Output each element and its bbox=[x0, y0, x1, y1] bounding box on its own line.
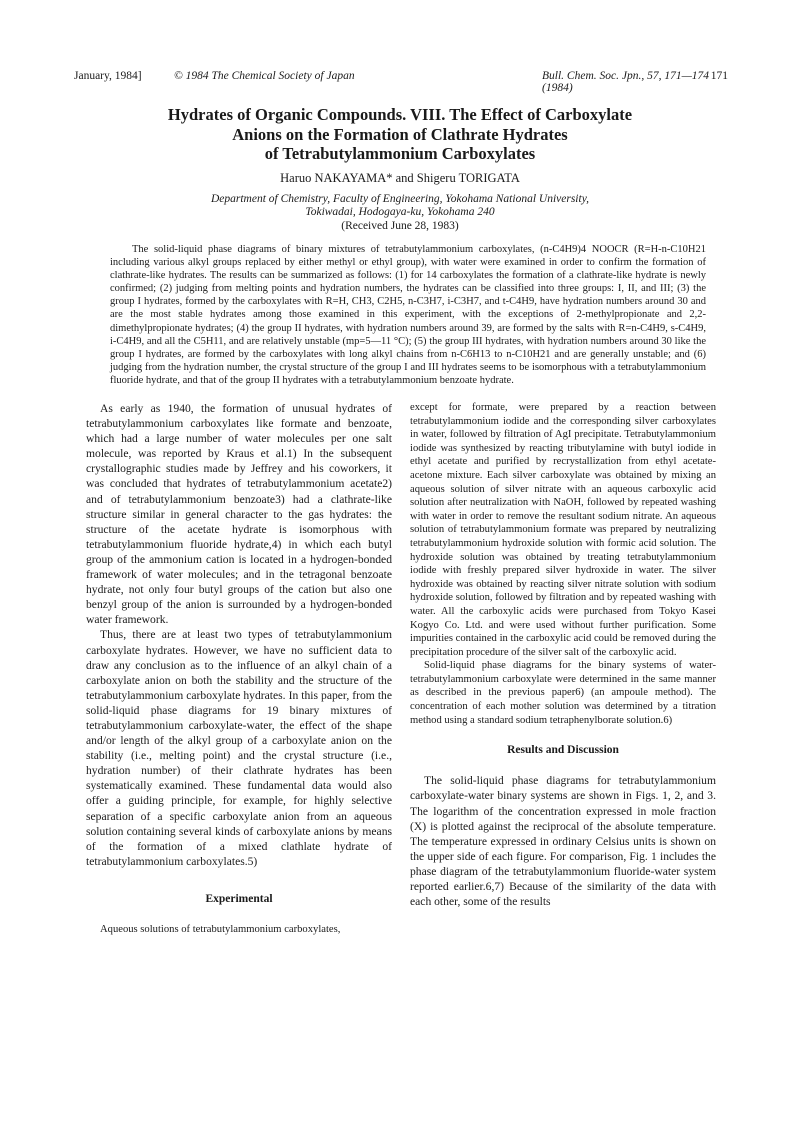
affiliation-line: Tokiwadai, Hodogaya-ku, Yokohama 240 bbox=[305, 206, 495, 218]
experimental-paragraph: Solid-liquid phase diagrams for the binary systems of water-tetrabutylammonium carboxylate were determined in the same manner as described in the previous paper6) (an ampoule method). The concentration of each mother solution was determined by a titration method using a standard sodium tetraphenylborate solution.6) bbox=[410, 660, 716, 726]
title-line: of Tetrabutylammonium Carboxylates bbox=[264, 144, 536, 163]
title-line: Anions on the Formation of Clathrate Hydrates bbox=[232, 124, 568, 144]
section-heading-results: Results and Discussion bbox=[507, 744, 619, 757]
right-column bbox=[410, 401, 716, 909]
experimental-paragraph: Aqueous solutions of tetrabutylammonium carboxylates, bbox=[100, 924, 341, 935]
issue-date: January, 1984] bbox=[74, 70, 142, 82]
copyright-notice: © 1984 The Chemical Society of Japan bbox=[174, 70, 355, 82]
experimental-paragraph: except for formate, were prepared by a reaction between tetrabutylammonium iodide and the corresponding silver carboxylates in water, followed by filtration of AgI precipitate. Tetrabutylammonium iodide was synthesized by reacting tributylamine with butyl iodide in ethyl acetate and purified by recrystallization from ethyl acetate-acetone mixture. Each silver carboxylate was obtained by mixing an aqueous solution of silver nitrate with an aqueous carboxylic acid solution after neutralization with NaOH, followed by repeated washing with water in order to remove the resultant sodium nitrate. An aqueous solution of tetrabutylammonium formate was prepared by neutralizing tetrabutylammonium hydroxide solution with formic acid solution. The hydroxide solution was obtained by treating tetrabutylammonium iodide with freshly prepared silver hydroxide in water. The silver hydroxide was obtained by reacting silver nitrate solution with sodium hydroxide solution, followed by filtration and by repeated washing with water. All the carboxylic acids were purchased from Tokyo Kasei Kogyo Co. Ltd. and were used without further purification. Some impurities contained in the carboxylic acid could be removed during the precipitation procedure of the silver salt of the carboxylic acid. bbox=[410, 402, 716, 658]
intro-paragraph: Thus, there are at least two types of tetrabutylammonium carboxylate hydrates. However, we have no sufficient data to draw any conclusion as to the influence of an alkyl chain of a carboxylate anion on both the stability and the structure of the tetrabutylammonium carboxylate hydrates. In this paper, from the solid-liquid phase diagrams for 19 binary mixtures of tetrabutylammonium carboxylate-water, the effect of the shape and/or length of the alkyl group of a carboxylate anion on the stability (i.e., melting point) and the crystal structure (i.e., hydration number) of their clathrate hydrates has been systematically examined. These fundamental data would also offer a guiding principle, for example, for highly selective separation of a specific carboxylate anion from an aqueous solution containing several kinds of carboxylate anions by means of the formation of a mixed clathlate hydrate of tetrabutylammonium carboxylates.5) bbox=[86, 628, 392, 868]
intro-paragraph: As early as 1940, the formation of unusual hydrates of tetrabutylammonium carboxylates like formate and benzoate, which had a large number of water molecules per one salt molecule, was reported by Kraus et al.1) In the subsequent crystallographic studies made by Jeffrey and his coworkers, it was concluded that hydrates of tetrabutylammonium acetate2) and of tetrabutylammonium benzoate3) had a clathrate-like structure similar in general character to the gas hydrates: the structure of the acetate hydrate is isomorphous with tetrabutylammonium fluoride hydrate,4) in which each butyl group of the ammonium cation is located in a hydrogen-bonded framework of water molecules; and in the tetragonal benzoate hydrate, not only four butyl groups of the cation but also one benzyl group of the anion is surrounded by a hydrogen-bonded water framework. bbox=[86, 402, 392, 627]
page-number: 171 bbox=[710, 70, 728, 82]
affiliation bbox=[100, 193, 700, 219]
received-date: (Received June 28, 1983) bbox=[341, 220, 459, 232]
paper-title bbox=[100, 105, 700, 164]
abstract: The solid-liquid phase diagrams of binary mixtures of tetrabutylammonium carboxylates, (n-C4H9)4 NOOCR (R=H-n-C10H21 including various alkyl groups replaced by either methyl or ethyl group), with water were examined in order to confirm the formation of clathrate-like hydrates. The results can be summarized as follows: (1) for 14 carboxylates the formation of a clathrate-like hydrate is newly confirmed; (2) judging from melting points and hydration numbers, the hydrates can be classified into three groups: I, II, and III; (3) the group I hydrates, formed by the carboxylates with R=H, CH3, C2H5, n-C3H7, i-C3H7, and t-C4H9, have hydration numbers around 30 and are the most stable hydrates among those examined in this experiment, with the exceptions of 2-methylpropionate and 2,2-dimethylpropionate hydrates; (4) the group II hydrates, with hydration numbers around 39, are formed by the salts with R=n-C4H9, s-C4H9, i-C4H9, and all the C5H11, and are relatively unstable (mp=5—11 °C); (5) the group III hydrates, with hydration numbers around 30 like the group I hydrates, are formed by the carboxylates with long alkyl chains from n-C6H13 to n-C10H21 and are generally unstable; and (6) judging from the hydration number, the crystal structure of the group I and III hydrates seems to be isomorphous with a tetrabutylammonium fluoride hydrate, and that of the group II hydrates with a tetrabutylammonium benzoate hydrate. bbox=[110, 244, 706, 386]
section-heading-experimental: Experimental bbox=[205, 892, 273, 905]
authors: Haruo NAKAYAMA* and Shigeru TORIGATA bbox=[280, 171, 520, 185]
results-paragraph: The solid-liquid phase diagrams for tetrabutylammonium carboxylate-water binary systems are shown in Figs. 1, 2, and 3. The logarithm of the concentration expressed in mole fraction (X) is plotted against the reciprocal of the absolute temperature. The temperature expressed in ordinary Celsius units is shown on the upper side of each figure. For comparison, Fig. 1 includes the phase diagram of the tetrabutylammonium fluoride-water system reported earlier.6,7) Because of the similarity of the data with each other, some of the results bbox=[410, 774, 716, 909]
running-header bbox=[74, 70, 728, 94]
title-line: Hydrates of Organic Compounds. VIII. The Effect of Carboxylate bbox=[167, 105, 633, 124]
left-column bbox=[86, 401, 392, 937]
journal-citation: Bull. Chem. Soc. Jpn., 57, 171—174 (1984) bbox=[542, 70, 710, 94]
affiliation-line: Department of Chemistry, Faculty of Engineering, Yokohama National University, bbox=[210, 193, 590, 205]
